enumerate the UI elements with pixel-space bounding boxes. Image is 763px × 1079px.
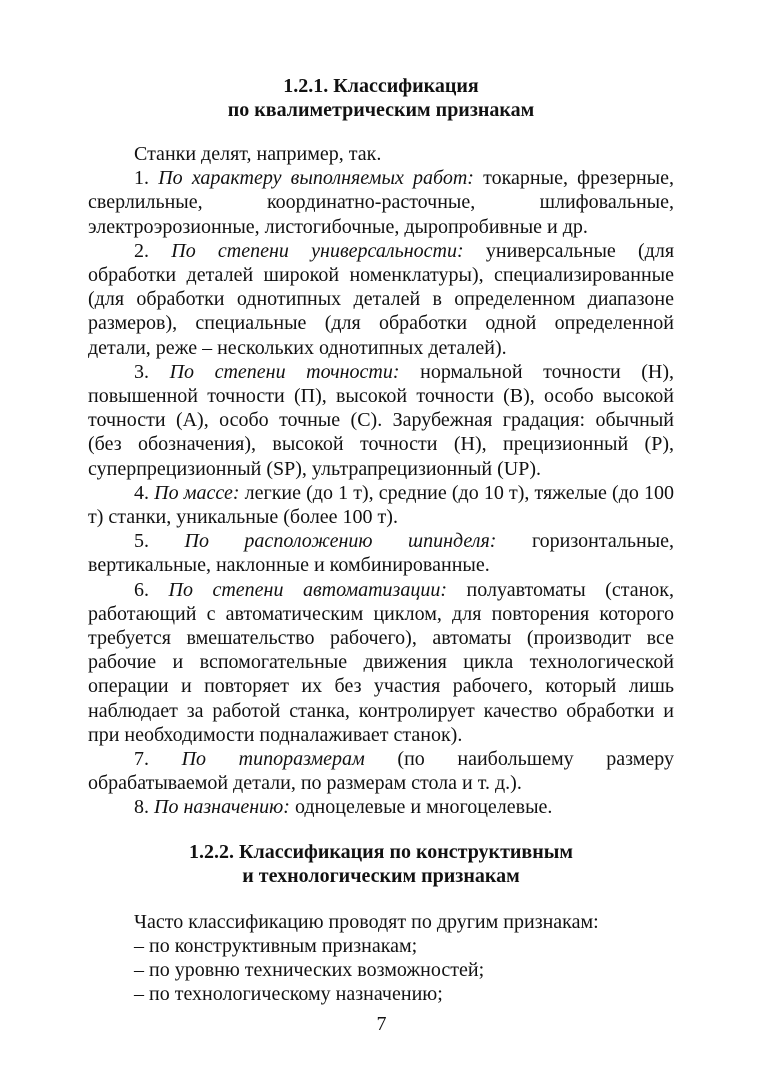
- section-2-body: [88, 910, 674, 1007]
- item-label: По типоразмерам: [181, 748, 365, 771]
- list-item-8: 8. По назначению: одноцелевые и многоцелевые.: [134, 796, 553, 819]
- list-item-2: 2. По степени универсальности: универсальные (для обработки деталей широкой номенклатуры), специализированные (для обработки однотипных деталей в определенном диапазоне размеров), специальные (для обработки одной определенной детали, реже – нескольких однотипных деталей).: [88, 239, 675, 359]
- list-item: – по конструктивным признакам;: [134, 934, 418, 957]
- list-item-1: 1. По характеру выполняемых работ: токарные, фрезерные, сверлильные, координатно-расточные, шлифовальные, электроэрозионные, листогибочные, дыропробивные и др.: [88, 167, 675, 238]
- list-item-5: 5. По расположению шпинделя: горизонтальные, вертикальные, наклонные и комбинированные.: [88, 530, 675, 577]
- page-number: 7: [376, 1013, 387, 1035]
- section-2-title-line-1: 1.2.2. Классификация по конструктивным: [189, 840, 573, 863]
- item-label: По расположению шпинделя:: [184, 530, 497, 553]
- section-2-heading: [88, 840, 674, 888]
- section-1-heading: [88, 74, 674, 122]
- section-2-title-line-2: и технологическим признакам: [242, 864, 520, 887]
- list-item-7: 7. По типоразмерам (по наибольшему размеру обрабатываемой детали, по размерам стола и т. д.).: [88, 748, 674, 795]
- item-label: По назначению:: [154, 796, 290, 819]
- item-label: По степени точности:: [169, 360, 400, 383]
- section-1-body: [88, 142, 674, 820]
- section-1-title-line-2: по квалиметрическим признакам: [227, 99, 535, 121]
- item-label: По массе:: [154, 481, 240, 504]
- page-content: [88, 64, 674, 1007]
- item-label: По характеру выполняемых работ:: [158, 167, 474, 190]
- item-label: По степени автоматизации:: [168, 578, 448, 601]
- item-label: По степени универсальности:: [171, 239, 464, 262]
- intro-paragraph: Станки делят, например, так.: [134, 143, 382, 165]
- section-1-title-line-1: 1.2.1. Классификация: [283, 75, 479, 97]
- list-item-4: 4. По массе: легкие (до 1 т), средние (до 10 т), тяжелые (до 100 т) станки, уникальные (более 100 т).: [88, 481, 675, 529]
- list-item-6: 6. По степени автоматизации: полуавтоматы (станок, работающий с автоматическим циклом, для повторения которого требуется вмешательство рабочего), автоматы (производит все рабочие и вспомогательные движения цикла технологической операции и повторяет их без участия рабочего, который лишь наблюдает за работой станка, контролирует качество обработки и при необходимости подналаживает станок).: [88, 578, 674, 746]
- list-item-3: 3. По степени точности: нормальной точности (Н), повышенной точности (П), высокой точности (В), особо высокой точности (А), особо точные (С). Зарубежная градация: обычный (без обозначения), высокой точности (Н), прецизионный (Р), суперпрецизионный (SP), ультрапрецизионный (UP).: [88, 360, 675, 480]
- list-item: – по уровню технических возможностей;: [134, 959, 485, 982]
- list-item: – по технологическому назначению;: [134, 983, 443, 1006]
- intro-paragraph-2: Часто классификацию проводят по другим признакам:: [134, 910, 599, 933]
